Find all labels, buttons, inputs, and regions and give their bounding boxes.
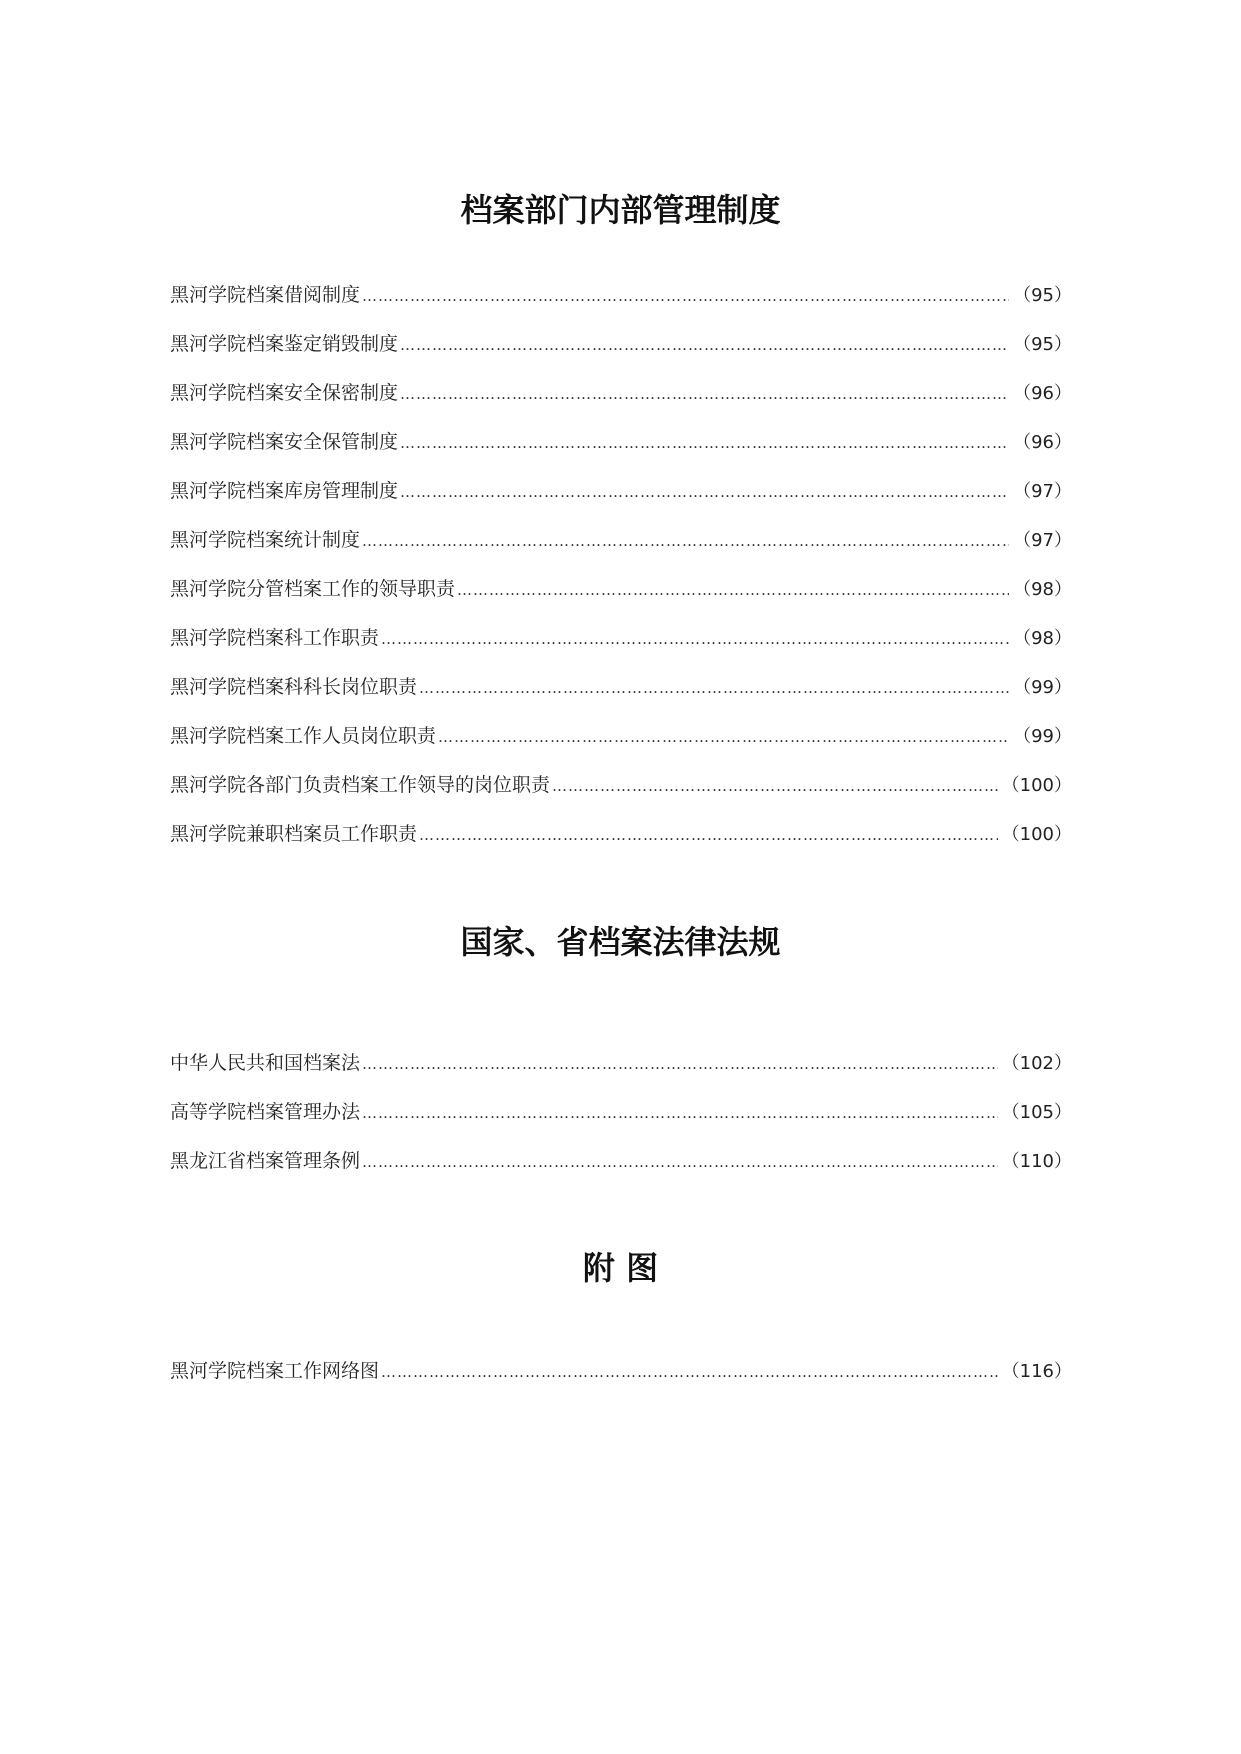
- toc-entry-label: 黑河学院档案安全保管制度: [170, 431, 399, 453]
- toc-entry-label: 黑河学院档案安全保密制度: [170, 382, 399, 404]
- toc-leader-dots: [419, 822, 998, 848]
- toc-entry[interactable]: [170, 527, 1072, 576]
- toc-entry-page: （102）: [1001, 1053, 1072, 1074]
- toc-entry[interactable]: [170, 625, 1072, 674]
- toc-leader-dots: [362, 1100, 998, 1126]
- toc-entry-label: 黑河学院各部门负责档案工作领导的岗位职责: [170, 774, 551, 796]
- toc-entry-page: （116）: [1001, 1361, 1072, 1382]
- toc-entry-page: （99）: [1013, 677, 1072, 698]
- toc-entry[interactable]: [170, 772, 1072, 821]
- toc-leader-dots: [362, 1149, 998, 1175]
- toc-leader-dots: [438, 724, 1009, 750]
- toc-entry[interactable]: [170, 1358, 1072, 1407]
- toc-leader-dots: [362, 1051, 998, 1077]
- toc-leader-dots: [457, 577, 1009, 603]
- toc-leader-dots: [400, 332, 1009, 358]
- toc-entry-label: 黑河学院档案科科长岗位职责: [170, 676, 418, 698]
- toc-leader-dots: [400, 479, 1009, 505]
- toc-entry-label: 黑河学院档案鉴定销毁制度: [170, 333, 399, 355]
- toc-leader-dots: [381, 1359, 998, 1385]
- toc-leader-dots: [362, 283, 1009, 309]
- toc-entry[interactable]: [170, 723, 1072, 772]
- toc-leader-dots: [381, 626, 1009, 652]
- toc-entry-label: 黑河学院档案借阅制度: [170, 284, 361, 306]
- toc-entry[interactable]: [170, 282, 1072, 331]
- toc-leader-dots: [362, 528, 1009, 554]
- toc-entry-label: 黑河学院档案库房管理制度: [170, 480, 399, 502]
- toc-leader-dots: [400, 381, 1009, 407]
- toc-entry-page: （105）: [1001, 1102, 1072, 1123]
- toc-entry-label: 高等学院档案管理办法: [170, 1101, 361, 1123]
- toc-leader-dots: [419, 675, 1009, 701]
- toc-leader-dots: [552, 773, 998, 799]
- toc-entry-label: 黑河学院兼职档案员工作职责: [170, 823, 418, 845]
- toc-entry-label: 黑河学院分管档案工作的领导职责: [170, 578, 456, 600]
- toc-entry-page: （98）: [1013, 579, 1072, 600]
- toc-entry-label: 黑河学院档案统计制度: [170, 529, 361, 551]
- section-title-internal-management: 档案部门内部管理制度: [460, 191, 781, 229]
- toc-entry[interactable]: [170, 576, 1072, 625]
- toc-entry-label: 黑河学院档案工作人员岗位职责: [170, 725, 437, 747]
- toc-list-internal-management: [170, 282, 1072, 870]
- toc-entry[interactable]: [170, 1050, 1072, 1099]
- toc-entry[interactable]: [170, 331, 1072, 380]
- toc-entry-label: 黑河学院档案科工作职责: [170, 627, 380, 649]
- toc-entry[interactable]: [170, 1148, 1072, 1197]
- toc-leader-dots: [400, 430, 1009, 456]
- toc-entry-page: （99）: [1013, 726, 1072, 747]
- toc-entry-page: （96）: [1013, 383, 1072, 404]
- toc-entry-page: （110）: [1001, 1151, 1072, 1172]
- toc-entry[interactable]: [170, 380, 1072, 429]
- toc-entry[interactable]: [170, 674, 1072, 723]
- toc-entry-label: 中华人民共和国档案法: [170, 1052, 361, 1074]
- toc-entry-page: （96）: [1013, 432, 1072, 453]
- toc-entry-page: （100）: [1001, 824, 1072, 845]
- toc-entry-page: （95）: [1013, 334, 1072, 355]
- toc-entry-label: 黑龙江省档案管理条例: [170, 1150, 361, 1172]
- toc-entry[interactable]: [170, 429, 1072, 478]
- toc-entry[interactable]: [170, 478, 1072, 527]
- section-title-laws-regulations: 国家、省档案法律法规: [460, 923, 781, 961]
- toc-entry[interactable]: [170, 821, 1072, 870]
- toc-list-appendix-figures: [170, 1358, 1072, 1407]
- toc-entry-page: （97）: [1013, 481, 1072, 502]
- toc-entry-page: （95）: [1013, 285, 1072, 306]
- toc-entry-page: （100）: [1001, 775, 1072, 796]
- toc-entry[interactable]: [170, 1099, 1072, 1148]
- toc-entry-label: 黑河学院档案工作网络图: [170, 1360, 380, 1382]
- toc-entry-page: （98）: [1013, 628, 1072, 649]
- section-title-appendix-figures: 附 图: [582, 1249, 659, 1287]
- toc-list-laws-regulations: [170, 1050, 1072, 1197]
- toc-entry-page: （97）: [1013, 530, 1072, 551]
